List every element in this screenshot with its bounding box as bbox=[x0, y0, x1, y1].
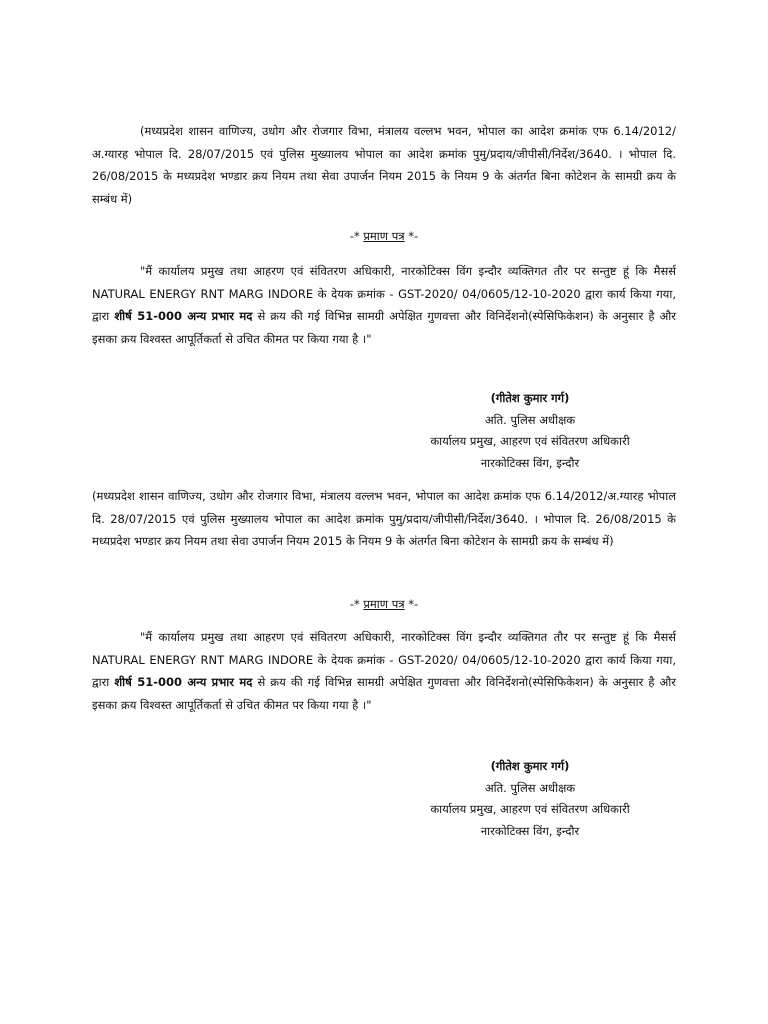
signatory-unit: नारकोटिक्स विंग, इन्दौर bbox=[480, 455, 580, 470]
budget-head: शीर्ष 51-000 अन्य प्रभार मद bbox=[114, 675, 253, 689]
reference-text: (मध्यप्रदेश शासन वाणिज्य, उधोग और रोजगार विभा, मंत्रालय वल्लभ भवन, भोपाल का आदेश क्रमांक एफ 6.14/2012/अ.ग्यारह भोपाल दि. 28/07/2015 एवं पुलिस मुख्यालय भोपाल का आदेश क्रमांक पुमु/प्रदाय/जीपीसी/निर्देश/3640. । भोपाल दि. 26/08/2015 के मध्यप्रदेश भण्डार क्रय नियम तथा सेवा उपार्जन नियम 2015 के नियम 9 के अंतर्गत बिना कोटेशन के सामग्री क्रय के सम्बंध में) bbox=[92, 489, 676, 548]
certificate-text bbox=[92, 260, 676, 350]
signatory-designation: अति. पुलिस अधीक्षक bbox=[484, 780, 576, 795]
body-text-part1: "मैं कार्यालय प्रमुख तथा आहरण एवं संवितरण अधिकारी, नारकोटिक्स विंग इन्दौर व्यक्तिगत तौर पर सन्तुष्ट हूं कि मैसर्स NATURAL ENERGY RNT MARG INDORE के देयक क्रमांक - GST-2020/ 04/0605/12-10-2020 द्वारा कार्य किया गया, द्वारा bbox=[92, 630, 676, 689]
reference-paragraph-2 bbox=[92, 485, 676, 553]
body-text-part1: "मैं कार्यालय प्रमुख तथा आहरण एवं संवितरण अधिकारी, नारकोटिक्स विंग इन्दौर व्यक्तिगत तौर पर सन्तुष्ट हूं कि मैसर्स NATURAL ENERGY RNT MARG INDORE के देयक क्रमांक - GST-2020/ 04/0605/12-10-2020 द्वारा कार्य किया गया, द्वारा bbox=[92, 264, 676, 323]
signatory-office: कार्यालय प्रमुख, आहरण एवं संवितरण अधिकारी bbox=[430, 434, 630, 448]
heading-prefix: -* bbox=[349, 597, 364, 611]
signatory-name: (गीतेश कुमार गर्ग) bbox=[490, 391, 570, 405]
certificate-heading-1 bbox=[0, 226, 768, 246]
signature-block-1 bbox=[380, 388, 680, 474]
budget-head: शीर्ष 51-000 अन्य प्रभार मद bbox=[114, 309, 253, 323]
signature-block-2 bbox=[380, 756, 680, 842]
signatory-unit: नारकोटिक्स विंग, इन्दौर bbox=[480, 823, 580, 838]
heading-suffix: *- bbox=[404, 229, 419, 243]
signatory-office: कार्यालय प्रमुख, आहरण एवं संवितरण अधिकारी bbox=[430, 802, 630, 816]
heading-title: प्रमाण पत्र bbox=[363, 229, 405, 243]
body-text-part2: से क्रय की गई विभिन्न सामग्री अपेक्षित गुणवत्ता और विनिर्देशनो(स्पेसिफिकेशन) के अनुसार है और इसका क्रय विश्वस्त आपूर्तिकर्ता से उचित कीमत पर किया गया है ।" bbox=[92, 675, 676, 712]
certificate-text bbox=[92, 626, 676, 716]
heading-suffix: *- bbox=[404, 597, 419, 611]
certificate-body-1 bbox=[92, 260, 676, 350]
certificate-heading-2 bbox=[0, 594, 768, 614]
signatory-name: (गीतेश कुमार गर्ग) bbox=[490, 759, 570, 773]
reference-text: (मध्यप्रदेश शासन वाणिज्य, उधोग और रोजगार विभा, मंत्रालय वल्लभ भवन, भोपाल का आदेश क्रमांक एफ 6.14/2012/अ.ग्यारह भोपाल दि. 28/07/2015 एवं पुलिस मुख्यालय भोपाल का आदेश क्रमांक पुमु/प्रदाय/जीपीसी/निर्देश/3640. । भोपाल दि. 26/08/2015 के मध्यप्रदेश भण्डार क्रय नियम तथा सेवा उपार्जन नियम 2015 के नियम 9 के अंतर्गत बिना कोटेशन के सामग्री क्रय के सम्बंध में) bbox=[92, 124, 676, 206]
body-text-part2: से क्रय की गई विभिन्न सामग्री अपेक्षित गुणवत्ता और विनिर्देशनो(स्पेसिफिकेशन) के अनुसार है और इसका क्रय विश्वस्त आपूर्तिकर्ता से उचित कीमत पर किया गया है ।" bbox=[92, 309, 676, 346]
signatory-designation: अति. पुलिस अधीक्षक bbox=[484, 412, 576, 427]
heading-prefix: -* bbox=[349, 229, 364, 243]
certificate-body-2 bbox=[92, 626, 676, 716]
heading-title: प्रमाण पत्र bbox=[363, 597, 405, 611]
reference-paragraph-1 bbox=[92, 120, 676, 210]
